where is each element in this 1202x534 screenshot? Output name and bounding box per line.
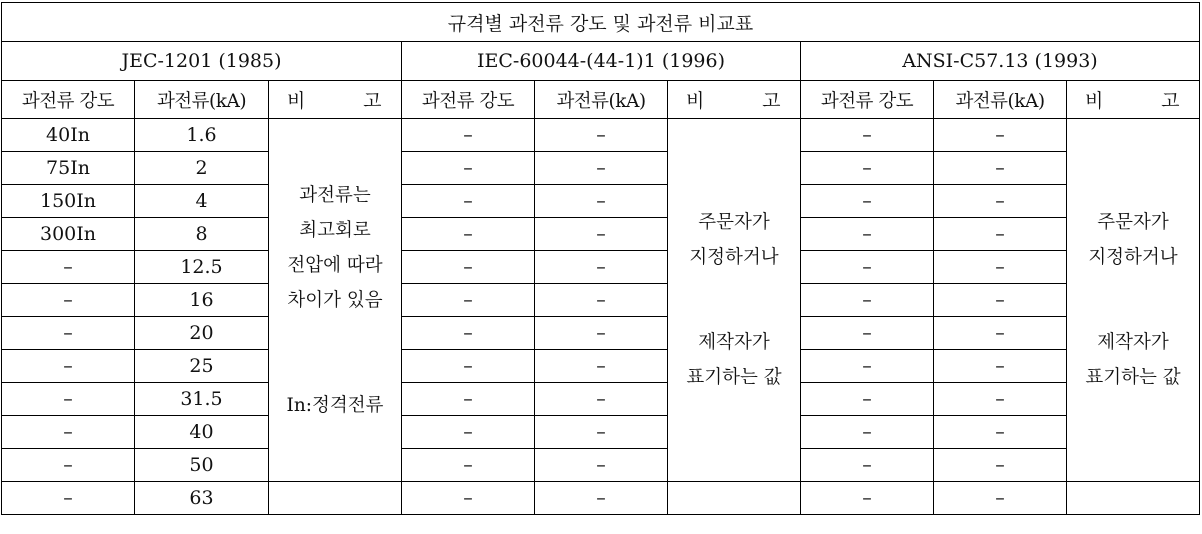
ansi-strength-cell: – [801,482,934,515]
jec-note-cell [269,119,402,482]
ansi-strength-cell: – [801,218,934,251]
ansi-current-cell: – [934,185,1067,218]
jec-current-cell: 2 [135,152,269,185]
note-spacer [1069,275,1197,325]
jec-current-cell: 12.5 [135,251,269,284]
ansi-strength-cell: – [801,152,934,185]
ansi-strength-cell: – [801,449,934,482]
note-line: 주문자가 [698,212,770,233]
ansi-strength-cell: – [801,383,934,416]
ansi-note-cell [1067,119,1200,482]
table-row [2,482,1200,515]
iec-strength-cell: – [402,284,535,317]
note-spacer [670,275,798,325]
header-jec-current: 과전류(kA) [135,81,269,119]
iec-strength-cell: – [402,119,535,152]
header-note-right: 고 [363,90,381,112]
iec-strength-cell: – [402,383,535,416]
ansi-note-empty-cell [1067,482,1200,515]
ansi-current-cell: – [934,383,1067,416]
jec-current-cell: 25 [135,350,269,383]
iec-strength-cell: – [402,449,535,482]
iec-current-cell: – [535,119,668,152]
note-line: 제작자가 [1097,332,1169,353]
jec-strength-cell: – [2,449,135,482]
header-jec-strength: 과전류 강도 [2,81,135,119]
header-note-right: 고 [1161,90,1179,112]
jec-current-cell: 50 [135,449,269,482]
table-row [2,119,1200,152]
iec-strength-cell: – [402,218,535,251]
ansi-current-cell: – [934,350,1067,383]
jec-current-cell: 4 [135,185,269,218]
ansi-current-cell: – [934,416,1067,449]
table-row [2,317,1200,350]
table-row [2,449,1200,482]
ansi-strength-cell: – [801,350,934,383]
table-row [2,350,1200,383]
jec-strength-cell: – [2,284,135,317]
iec-current-cell: – [535,350,668,383]
jec-strength-cell: – [2,482,135,515]
table-row [2,218,1200,251]
ansi-current-cell: – [934,218,1067,251]
header-note-left: 비 [1085,90,1103,112]
comparison-table [1,2,1200,515]
ansi-strength-cell: – [801,416,934,449]
table-row [2,383,1200,416]
jec-strength-cell: 75In [2,152,135,185]
ansi-strength-cell: – [801,119,934,152]
table-row [2,152,1200,185]
jec-strength-cell: – [2,251,135,284]
note-line: 지정하거나 [1088,247,1178,268]
ansi-current-cell: – [934,119,1067,152]
iec-current-cell: – [535,284,668,317]
note-line: 전압에 따라 [287,254,383,276]
jec-strength-cell: – [2,317,135,350]
table-row [2,416,1200,449]
note-line: 차이가 있음 [287,289,383,311]
jec-strength-cell: 300In [2,218,135,251]
note-line: 과전류는 [299,184,371,206]
iec-current-cell: – [535,218,668,251]
header-note-right: 고 [762,90,780,112]
iec-strength-cell: – [402,350,535,383]
ansi-current-cell: – [934,317,1067,350]
jec-current-cell: 16 [135,284,269,317]
iec-current-cell: – [535,449,668,482]
jec-current-cell: 1.6 [135,119,269,152]
ansi-current-cell: – [934,284,1067,317]
header-ansi-current: 과전류(kA) [934,81,1067,119]
table-title: 규격별 과전류 강도 및 과전류 비교표 [2,3,1200,42]
iec-current-cell: – [535,152,668,185]
iec-strength-cell: – [402,317,535,350]
note-line: 주문자가 [1097,212,1169,233]
note-line: In:정격전류 [286,394,384,416]
ansi-strength-cell: – [801,185,934,218]
jec-current-cell: 8 [135,218,269,251]
jec-current-cell: 40 [135,416,269,449]
standard-ansi: ANSI-C57.13 (1993) [801,42,1200,81]
header-note-left: 비 [686,90,704,112]
jec-current-cell: 31.5 [135,383,269,416]
ansi-strength-cell: – [801,251,934,284]
note-line: 최고회로 [299,219,371,241]
ansi-current-cell: – [934,449,1067,482]
ansi-current-cell: – [934,251,1067,284]
standard-jec: JEC-1201 (1985) [2,42,402,81]
iec-strength-cell: – [402,251,535,284]
note-spacer [271,318,399,388]
iec-current-cell: – [535,317,668,350]
iec-current-cell: – [535,482,668,515]
jec-strength-cell: 150In [2,185,135,218]
iec-strength-cell: – [402,416,535,449]
note-line: 표기하는 값 [686,367,782,388]
iec-current-cell: – [535,185,668,218]
jec-strength-cell: – [2,416,135,449]
jec-strength-cell: 40In [2,119,135,152]
iec-strength-cell: – [402,152,535,185]
header-ansi-strength: 과전류 강도 [801,81,934,119]
jec-current-cell: 63 [135,482,269,515]
table-row [2,251,1200,284]
iec-note-empty-cell [668,482,801,515]
jec-strength-cell: – [2,350,135,383]
table-row [2,185,1200,218]
note-line: 지정하거나 [689,247,779,268]
ansi-current-cell: – [934,152,1067,185]
header-iec-strength: 과전류 강도 [402,81,535,119]
iec-note-cell [668,119,801,482]
ansi-current-cell: – [934,482,1067,515]
note-line: 표기하는 값 [1085,367,1181,388]
header-note-left: 비 [287,90,305,112]
iec-current-cell: – [535,416,668,449]
iec-current-cell: – [535,383,668,416]
table-row [2,284,1200,317]
standard-iec: IEC-60044-(44-1)1 (1996) [402,42,801,81]
jec-current-cell: 20 [135,317,269,350]
ansi-strength-cell: – [801,284,934,317]
header-jec-note [269,81,402,119]
header-iec-current: 과전류(kA) [535,81,668,119]
jec-strength-cell: – [2,383,135,416]
iec-strength-cell: – [402,185,535,218]
iec-current-cell: – [535,251,668,284]
header-iec-note [668,81,801,119]
ansi-strength-cell: – [801,317,934,350]
jec-note-empty-cell [269,482,402,515]
iec-strength-cell: – [402,482,535,515]
header-ansi-note [1067,81,1200,119]
note-line: 제작자가 [698,332,770,353]
